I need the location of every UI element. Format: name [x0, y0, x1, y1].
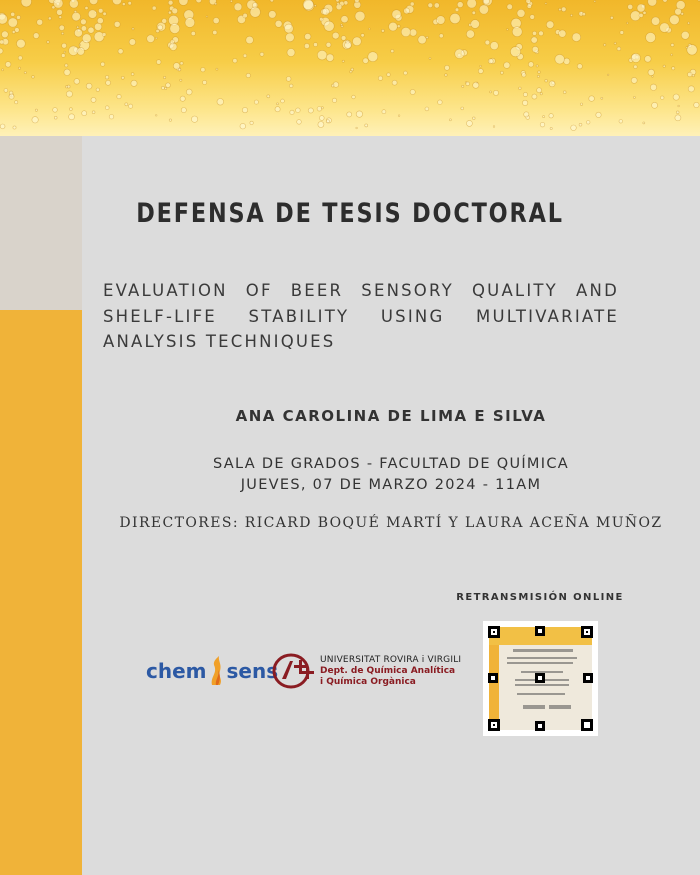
content-panel — [82, 136, 700, 875]
date-time-line: JUEVES, 07 DE MARZO 2024 - 11AM — [240, 477, 542, 493]
gold-accent-strip — [0, 310, 82, 875]
event-heading: DEFENSA DE TESIS DOCTORAL — [136, 198, 564, 229]
urv-dept-line2: i Química Orgànica — [320, 676, 416, 687]
beige-accent-strip — [0, 136, 82, 310]
thesis-title: EVALUATION OF BEER SENSORY QUALITY AND SHELF-LIFE STABILITY USING MULTIVARIATE ANALYSIS TECHNIQUES — [103, 281, 619, 351]
chemosens-text-part1: chem — [146, 659, 207, 683]
beer-foam-image — [0, 0, 700, 136]
venue-line: SALA DE GRADOS - FACULTAD DE QUÍMICA — [213, 456, 569, 472]
urv-logo — [272, 651, 461, 691]
stream-label: RETRANSMISIÓN ONLINE — [456, 592, 624, 603]
urv-dept-line1: Dept. de Química Analítica — [320, 665, 456, 676]
chemosens-logo — [146, 653, 278, 689]
urv-emblem-icon — [272, 653, 316, 689]
qr-code-icon[interactable] — [483, 621, 598, 736]
chemosens-text-part2: sens — [226, 659, 279, 683]
chemosens-flame-icon — [208, 655, 226, 687]
author-name: ANA CAROLINA DE LIMA E SILVA — [235, 407, 547, 425]
event-details — [82, 454, 700, 496]
bubbles-graphic — [0, 0, 700, 136]
urv-text-block — [320, 655, 461, 688]
directors-line: DIRECTORES: RICARD BOQUÉ MARTÍ Y LAURA ACEÑA MUÑOZ — [119, 515, 663, 531]
urv-name: UNIVERSITAT ROVIRA i VIRGILI — [320, 654, 462, 665]
